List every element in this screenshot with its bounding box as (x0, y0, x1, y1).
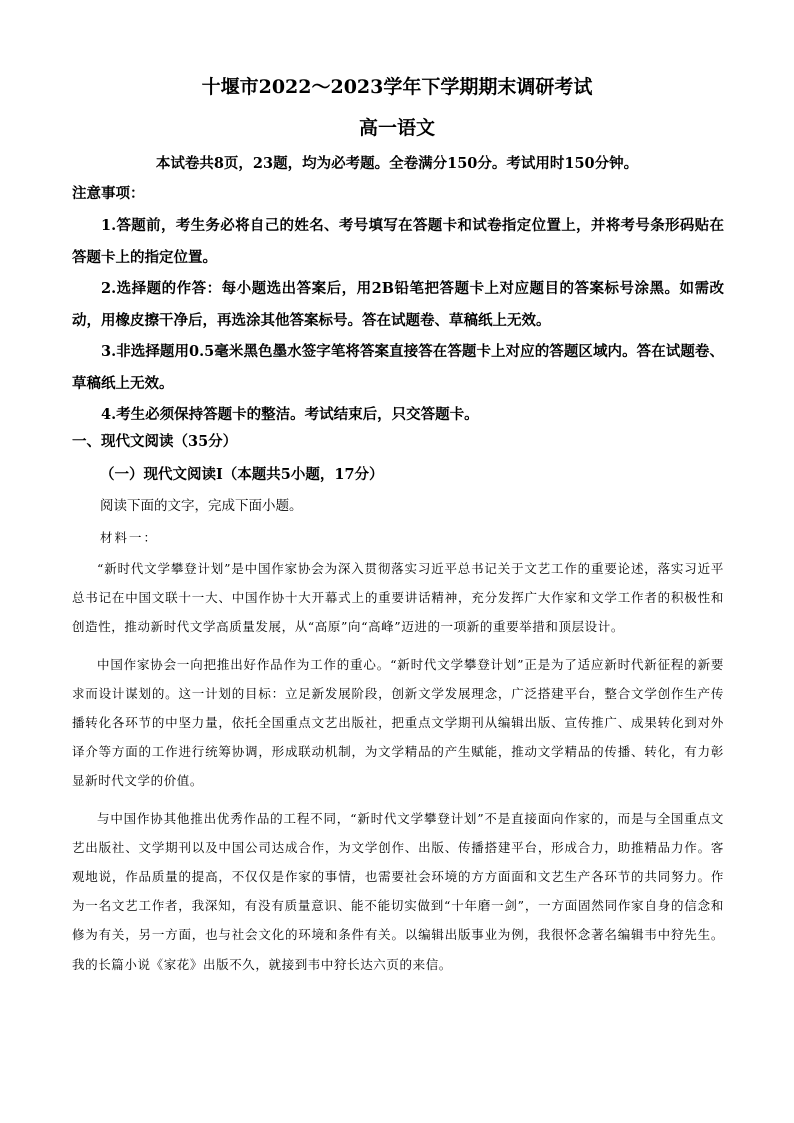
notice-item: 2.选择题的作答：每小题选出答案后，用2B铅笔把答题卡上对应题目的答案标号涂黑。如需改动，用橡皮擦干净后，再选涂其他答案标号。答在试题卷、草稿纸上无效。 (72, 280, 724, 329)
exam-intro: 本试卷共8页，23题，均为必考题。全卷满分150分。考试用时150分钟。 (155, 155, 639, 172)
exam-title: 十堰市2022～2023学年下学期期末调研考试 (201, 76, 593, 98)
notice-item: 1.答题前，考生务必将自己的姓名、考号填写在答题卡和试卷指定位置上，并将考号条形码贴在答题卡上的指定位置。 (72, 217, 724, 266)
notice-list (72, 210, 724, 431)
material-paragraph: 与中国作协其他推出优秀作品的工程不同，“新时代文学攀登计划”不是直接面向作家的，而是与全国重点文艺出版社、文学期刊以及中国公司达成合作，为文学创作、出版、传播搭建平台，形成合力，助推精品力作。客观地说，作品质量的提高，不仅仅是作家的事情，也需要社会环境的方方面面和文艺生产各环节的共同努力。作为一名文艺工作者，我深知，有没有质量意识、能不能切实做到“十年磨一剑”，一方面固然同作家自身的信念和修为有关，另一方面，也与社会文化的环境和条件有关。以编辑出版事业为例，我很怀念著名编辑韦中狩先生。我的长篇小说《家花》出版不久，就接到韦中狩长达六页的来信。 (72, 810, 724, 972)
section-heading: 一、现代文阅读（35分） (72, 433, 238, 450)
material-label: 材料一： (100, 530, 159, 545)
notice-item: 4.考生必须保持答题卡的整洁。考试结束后，只交答题卡。 (101, 406, 479, 423)
subsection-heading: （一）现代文阅读Ⅰ（本题共5小题，17分） (100, 466, 384, 483)
material-text (72, 554, 724, 987)
material-paragraph: “新时代文学攀登计划”是中国作家协会为深入贯彻落实习近平总书记关于文艺工作的重要论述，落实习近平总书记在中国文联十一大、中国作协十大开幕式上的重要讲话精神，充分发挥广大作家和文学工作者的积极性和创造性，推动新时代文学高质量发展，从“高原”向“高峰”迈进的一项新的重要举措和顶层设计。 (72, 561, 724, 635)
notice-heading: 注意事项： (72, 185, 145, 202)
exam-subtitle: 高一语文 (358, 117, 435, 139)
reading-instruction: 阅读下面的文字，完成下面小题。 (100, 498, 303, 514)
notice-item: 3.非选择题用0.5毫米黑色墨水签字笔将答案直接答在答题卡上对应的答题区域内。答在试题卷、草稿纸上无效。 (72, 343, 724, 392)
material-paragraph: 中国作家协会一向把推出好作品作为工作的重心。“新时代文学攀登计划”正是为了适应新时代新征程的新要求而设计谋划的。这一计划的目标：立足新发展阶段，创新文学发展理念，广泛搭建平台，整合文学创作生产传播转化各环节的中坚力量，依托全国重点文艺出版社，把重点文学期刊从编辑出版、宣传推广、成果转化到对外译介等方面的工作进行统筹协调，形成联动机制，为文学精品的产生赋能，推动文学精品的传播、转化，有力彰显新时代文学的价值。 (72, 656, 724, 789)
